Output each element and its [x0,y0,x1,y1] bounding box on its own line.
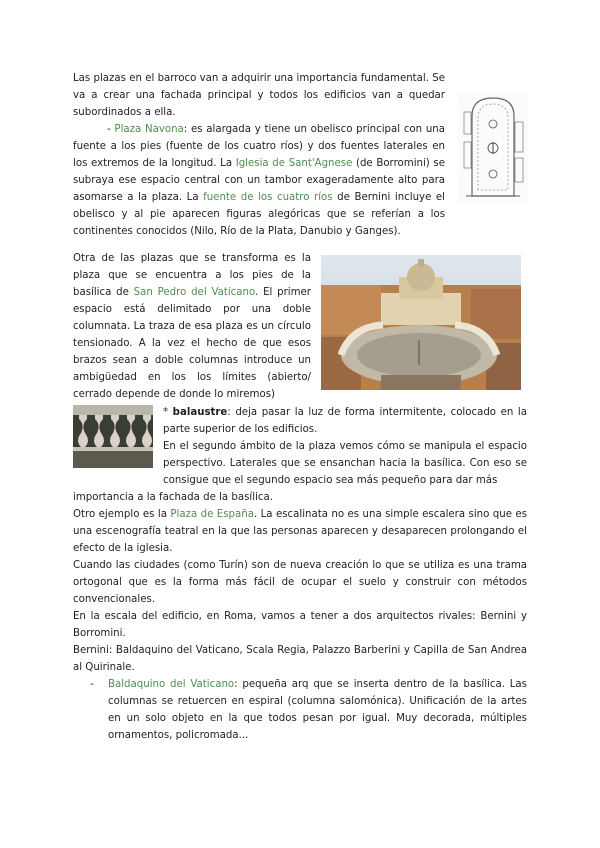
plaza-espana-link[interactable]: Plaza de España [170,509,254,520]
segundo-ambito-continued: importancia a la fachada de la basílica. [73,492,273,503]
asterisk: * [163,407,173,418]
espana-paragraph [73,506,527,557]
list-dash: - [107,124,111,135]
san-pedro-photo [321,255,521,390]
balaustre-photo [73,405,153,468]
segundo-ambito-paragraph: En el segundo ámbito de la plaza vemos cómo se manipula el espacio perspectivo. Laterales que se ensanchan hacia la basílica. Con eso se consigue que el segundo espacio sea más pequeño para dar más [163,441,527,486]
navona-text-1: : es alargada y tiene un obelisco principal con una fuente a los pies (fuente de los cuatro ríos) y dos fuentes laterales en los extremos de la longitud. La [73,124,445,169]
plaza-navona-link[interactable]: Plaza Navona [114,124,184,135]
baldaquino-link[interactable]: Baldaquino del Vaticano [108,679,235,690]
baldaquino-paragraph [108,676,527,744]
balaustre-definition: : deja pasar la luz de forma intermitente, colocado en la parte superior de los edificios. [163,407,527,435]
turin-paragraph: Cuando las ciudades (como Turín) son de nueva creación lo que se utiliza es una trama ortogonal que es la forma más fácil de ocupar el suelo y construir con métodos convencionales. [73,560,527,605]
navona-text-3: de Bernini incluye el obelisco y al pie aparecen figuras alegóricas que se referían a los continentes conocidos (Nilo, Río de la Plata, Danubio y Ganges). [73,192,445,237]
espana-text-2: . La escalinata no es una simple escalera sino que es una escenografía teatral en la que las personas aparecen y desaparecen prolongando el efecto de la iglesia. [73,509,527,554]
roma-paragraph: En la escala del edificio, en Roma, vamos a tener a dos arquitectos rivales: Bernini y Borromini. [73,611,527,639]
navona-paragraph [73,121,445,240]
intro-paragraph: Las plazas en el barroco van a adquirir una importancia fundamental. Se va a crear una fachada principal y todos los edificios van a quedar subordinados a ella. [73,73,445,118]
san-pedro-text-1: Otra de las plazas que se transforma es la plaza que se encuentra a los pies de la basílica de [73,253,311,298]
san-pedro-link[interactable]: San Pedro del Vaticano [133,287,256,298]
baldaquino-item [73,676,527,744]
baldaquino-text: : pequeña arq que se inserta dentro de la basílica. Las columnas se retuercen en espiral (columna salomónica). Unificación de la artes en un solo objeto en la que todos pesan por igual. Muy decorada, múltiples ornamentos, policromada... [108,679,527,741]
balaustre-paragraph [163,404,527,438]
fuente-cuatro-rios-link[interactable]: fuente de los cuatro ríos [203,192,333,203]
balaustre-term: balaustre [172,407,228,418]
espana-text-1: Otro ejemplo es la [73,509,171,520]
san-pedro-paragraph [73,250,311,403]
navona-text-2: (de Borromini) se subraya ese espacio central con un tambor exageradamente alto para asomarse a la plaza. La [73,158,445,203]
navona-plan-image [458,92,528,202]
sant-agnese-link[interactable]: Iglesia de Sant'Agnese [235,158,353,169]
list-dash: - [90,679,94,690]
bernini-paragraph: Bernini: Baldaquino del Vaticano, Scala Regia, Palazzo Barberini y Capilla de San Andrea al Quirinale. [73,645,527,673]
san-pedro-text-2: . El primer espacio está delimitado por una doble columnata. La traza de esa plaza es un círculo tensionado. A la vez el hecho de que esos brazos sean a doble columnas introduce un ambigüedad en los los límites (abierto/ cerrado depende de donde lo miremos) [73,287,311,400]
